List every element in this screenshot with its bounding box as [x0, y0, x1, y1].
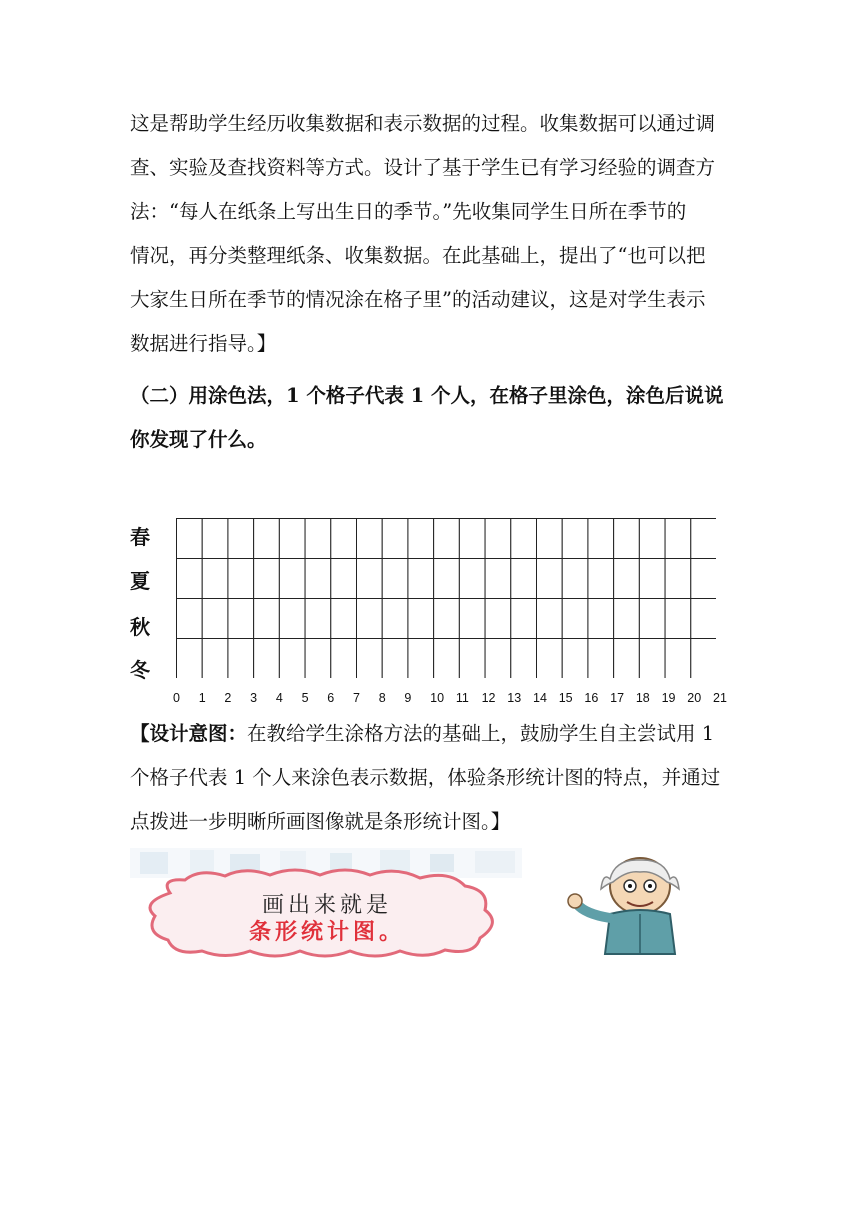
grid-cell[interactable]	[588, 599, 614, 639]
paragraph-line: 这是帮助学生经历收集数据和表示数据的过程。收集数据可以通过调	[130, 112, 716, 135]
grid-cell[interactable]	[202, 599, 228, 639]
grid-cell[interactable]	[382, 519, 408, 559]
grid-cell[interactable]	[459, 599, 485, 639]
tick-label: 19	[661, 691, 676, 705]
tick-label: 5	[301, 691, 309, 705]
grid-cell[interactable]	[537, 599, 563, 639]
intent-line	[130, 712, 730, 756]
grid-cell[interactable]	[254, 519, 280, 559]
grid-cell[interactable]	[254, 639, 280, 679]
tick-label: 17	[610, 691, 625, 705]
grid-cell[interactable]	[639, 559, 665, 599]
grid-cell[interactable]	[639, 639, 665, 679]
grid-cell[interactable]	[177, 639, 203, 679]
grid-cell[interactable]	[614, 519, 640, 559]
grid-cell[interactable]	[614, 639, 640, 679]
grid-cell[interactable]	[254, 599, 280, 639]
tick-label: 14	[533, 691, 547, 705]
paragraph-line: 大家生日所在季节的情况涂在格子里”的活动建议，这是对学生表示	[130, 288, 706, 311]
grid-cell[interactable]	[331, 599, 357, 639]
grid-cell[interactable]	[485, 559, 511, 599]
grid-cell[interactable]	[485, 639, 511, 679]
grid-cell[interactable]	[537, 519, 563, 559]
section-line: （二）用涂色法，1 个格子代表 1 个人，在格子里涂色，涂色后说说	[130, 384, 724, 407]
grid-cell[interactable]	[485, 599, 511, 639]
grid-cell[interactable]	[459, 559, 485, 599]
tick-label: 10	[430, 691, 445, 705]
season-label-summer: 夏	[130, 569, 150, 593]
grid-cell[interactable]	[639, 519, 665, 559]
tick-label: 3	[250, 691, 258, 705]
season-label-spring: 春	[130, 525, 150, 549]
grid-cell[interactable]	[305, 599, 331, 639]
grid-cell[interactable]	[511, 599, 537, 639]
grid-cell[interactable]	[382, 639, 408, 679]
grid-cell[interactable]	[408, 559, 434, 599]
intent-line: 点拨进一步明晰所画图像就是条形统计图。】	[130, 810, 511, 833]
tick-label: 16	[584, 691, 599, 705]
grid-cell[interactable]	[382, 559, 408, 599]
grid-cell[interactable]	[177, 599, 203, 639]
grid-cell[interactable]	[459, 639, 485, 679]
grid-cell[interactable]	[511, 519, 537, 559]
grid-cell[interactable]	[357, 559, 383, 599]
grid-cell[interactable]	[614, 599, 640, 639]
section-line: 你发现了什么。	[130, 428, 267, 451]
grid-cell[interactable]	[228, 599, 254, 639]
tick-label: 12	[481, 691, 496, 705]
grid-cell[interactable]	[691, 519, 716, 559]
grid-cell[interactable]	[305, 559, 331, 599]
tick-label: 6	[327, 691, 335, 705]
tick-label: 13	[507, 691, 522, 705]
grid-cell[interactable]	[177, 519, 203, 559]
grid-cell[interactable]	[665, 519, 691, 559]
tick-label: 21	[713, 691, 727, 705]
design-intent	[130, 712, 730, 844]
paragraph-line: 情况，再分类整理纸条、收集数据。在此基础上，提出了“也可以把	[130, 244, 706, 267]
tick-label: 9	[404, 691, 412, 705]
grid-cell[interactable]	[537, 559, 563, 599]
grid-cell[interactable]	[639, 599, 665, 639]
grid-cell[interactable]	[562, 599, 588, 639]
tick-label: 20	[687, 691, 702, 705]
grid-cell[interactable]	[305, 639, 331, 679]
grid-cell[interactable]	[279, 519, 305, 559]
grid-cell[interactable]	[665, 559, 691, 599]
intro-paragraph	[130, 102, 730, 366]
grid-cell[interactable]	[588, 519, 614, 559]
tick-label: 15	[558, 691, 573, 705]
grid-cell[interactable]	[665, 599, 691, 639]
grid-cell[interactable]	[459, 519, 485, 559]
bubble-line-2: 条形统计图。	[248, 920, 405, 945]
grid-cell[interactable]	[279, 639, 305, 679]
grid-cell[interactable]	[177, 559, 203, 599]
coloring-grid-area	[120, 515, 740, 715]
illustration	[130, 848, 730, 958]
grid-cell[interactable]	[408, 519, 434, 559]
grid-cell[interactable]	[202, 559, 228, 599]
grid-cell[interactable]	[202, 639, 228, 679]
grid-cell[interactable]	[408, 639, 434, 679]
tick-label: 8	[378, 691, 386, 705]
grid-cell[interactable]	[562, 559, 588, 599]
grid-cell[interactable]	[331, 559, 357, 599]
grid-cell[interactable]	[434, 519, 460, 559]
intent-label: 【设计意图：	[130, 722, 248, 745]
grid-cell[interactable]	[279, 559, 305, 599]
paragraph-line: 查、实验及查找资料等方式。设计了基于学生已有学习经验的调查方	[130, 156, 716, 179]
grid-cell[interactable]	[691, 639, 716, 679]
section-heading	[130, 374, 730, 462]
tick-label: 0	[173, 691, 180, 705]
season-label-winter: 冬	[130, 658, 150, 682]
grid-cell[interactable]	[357, 639, 383, 679]
grid-cell[interactable]	[537, 639, 563, 679]
tick-label: 18	[635, 691, 650, 705]
grid-cell[interactable]	[588, 639, 614, 679]
intent-line: 个格子代表 1 个人来涂色表示数据，体验条形统计图的特点，并通过	[130, 766, 721, 789]
grid-cell[interactable]	[434, 599, 460, 639]
grid-cell[interactable]	[588, 559, 614, 599]
paragraph-line: 数据进行指导。】	[130, 332, 277, 355]
grid-cell[interactable]	[228, 519, 254, 559]
grid-cell[interactable]	[562, 519, 588, 559]
paragraph-line: 法：“每人在纸条上写出生日的季节。”先收集同学生日所在季节的	[130, 200, 687, 223]
grid-cell[interactable]	[691, 559, 716, 599]
grid-cell[interactable]	[331, 519, 357, 559]
intent-text: 在教给学生涂格方法的基础上，鼓励学生自主尝试用 1	[247, 722, 715, 745]
grid-cell[interactable]	[665, 639, 691, 679]
grid-cell[interactable]	[382, 599, 408, 639]
bubble-text	[192, 892, 462, 946]
grid-cell[interactable]	[331, 639, 357, 679]
grid-cell[interactable]	[305, 519, 331, 559]
bubble-line-1: 画出来就是	[261, 893, 392, 918]
tick-label: 4	[275, 691, 283, 705]
season-label-autumn: 秋	[130, 615, 150, 639]
grid-cell[interactable]	[485, 519, 511, 559]
grid-cell[interactable]	[279, 599, 305, 639]
tick-label: 11	[455, 691, 469, 705]
tick-label: 1	[198, 691, 206, 705]
tick-label: 2	[224, 691, 232, 705]
tick-label: 7	[353, 691, 360, 705]
grid-cell[interactable]	[228, 639, 254, 679]
grid-cell[interactable]	[614, 559, 640, 599]
grid-cell[interactable]	[434, 559, 460, 599]
grid-cell[interactable]	[254, 559, 280, 599]
grid-cell[interactable]	[511, 559, 537, 599]
grid-cell[interactable]	[408, 599, 434, 639]
grid-cell[interactable]	[434, 639, 460, 679]
coloring-grid[interactable]	[176, 518, 716, 678]
grid-cell[interactable]	[357, 599, 383, 639]
grid-cell[interactable]	[562, 639, 588, 679]
grid-cell[interactable]	[511, 639, 537, 679]
grid-cell[interactable]	[228, 559, 254, 599]
grid-tick-labels	[120, 691, 740, 711]
grid-cell[interactable]	[202, 519, 228, 559]
old-man-character	[555, 854, 725, 954]
grid-cell[interactable]	[357, 519, 383, 559]
grid-cell[interactable]	[691, 599, 716, 639]
